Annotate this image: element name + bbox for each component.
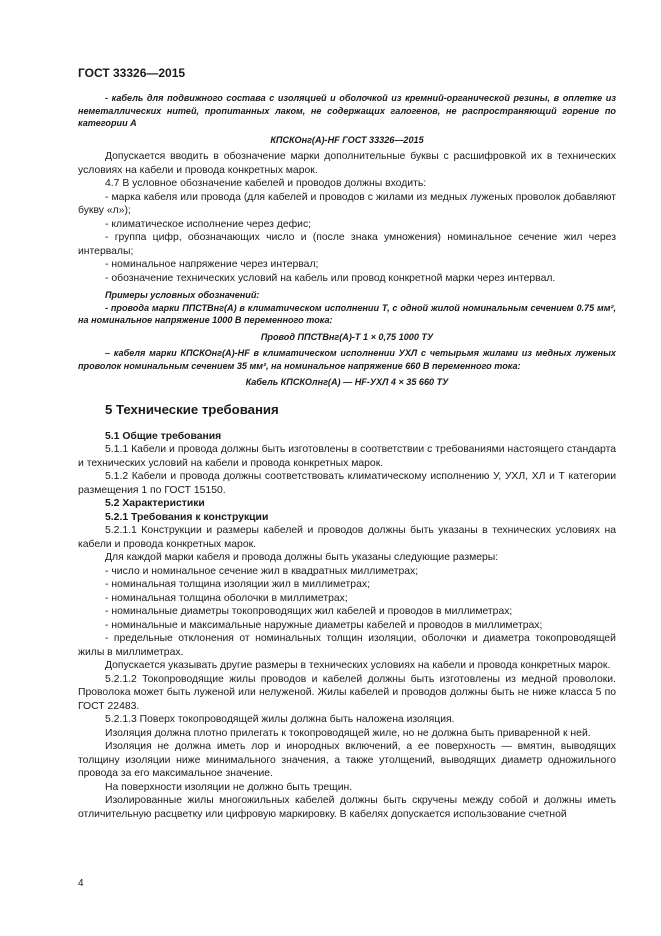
clause-4-7: 4.7 В условное обозначение кабелей и проводов должны входить: xyxy=(105,178,427,189)
example-text-3: – кабеля марки КПСКОнг(А)-HF в климатическом исполнении УХЛ с четырьмя жилами из медных луженых проволок номинальным сечением 35 мм², на номинальное напряжение 660 В переменного тока: xyxy=(78,348,616,371)
example-text-2: - провода марки ППСТВнг(А) в климатическом исполнении Т, с одной жилой номинальным сечением 0.75 мм², на номинальное напряжение 1000 В переменного тока: xyxy=(78,302,616,325)
list-item: - номинальные диаметры токопроводящих жил кабелей и проводов в миллиметрах; xyxy=(105,606,513,617)
list-item: - группа цифр, обозначающих число и (после знака умножения) номинальное сечение жил через интервалы; xyxy=(78,232,616,257)
list-item: - число и номинальное сечение жил в квадратных миллиметрах; xyxy=(105,565,419,577)
clause-5-1-2: 5.1.2 Кабели и провода должны соответствовать климатическому исполнению У, УХЛ, ХЛ и Т категории размещения 1 по ГОСТ 15150. xyxy=(78,471,616,496)
paragraph: Изоляция должна плотно прилегать к токопроводящей жиле, но не должна быть приваренной к ней. xyxy=(105,727,591,739)
example-designation-2: Провод ППСТВнг(А)-Т 1 × 0,75 1000 ТУ xyxy=(260,331,434,342)
paragraph: На поверхности изоляции не должно быть трещин. xyxy=(105,781,353,793)
list-item: - номинальное напряжение через интервал; xyxy=(105,259,319,270)
examples-heading: Примеры условных обозначений: xyxy=(105,290,260,300)
list-item: - номинальная толщина изоляции жил в миллиметрах; xyxy=(105,579,370,590)
page-number: 4 xyxy=(78,878,84,889)
list-item: - марка кабеля или провода (для кабелей и проводов с жилами из медных луженых проволок добавляют букву «л»); xyxy=(78,191,616,216)
list-item: - предельные отклонения от номинальных толщин изоляции, оболочки и диаметра токопроводящей жилы в миллиметрах. xyxy=(78,633,616,658)
example-designation-1: КПСКОнг(А)-HF ГОСТ 33326—2015 xyxy=(270,134,424,145)
paragraph: Изоляция не должна иметь лор и инородных включений, а ее поверхность — вмятин, выводящих толщину изоляции ниже минимального значения, а также утолщений, выводящих диаметр одножильного провода за его максимальное значение. xyxy=(78,741,616,779)
paragraph: Допускается указывать другие размеры в технических условиях на кабели и провода конкретных марок. xyxy=(105,660,611,671)
list-item: - номинальная толщина оболочки в миллиметрах; xyxy=(105,592,348,604)
page-content xyxy=(78,92,616,821)
clause-5-1-1: 5.1.1 Кабели и провода должны быть изготовлены в соответствии с требованиями настоящего стандарта и технических условий на кабели и провода конкретных марок. xyxy=(78,444,616,469)
list-item: - номинальные и максимальные наружные диаметры кабелей и проводов в миллиметрах; xyxy=(105,619,543,631)
section-5-title: 5 Технические требования xyxy=(105,401,279,417)
list-item: - обозначение технических условий на кабель или провод конкретной марки через интервал. xyxy=(105,272,556,284)
section-5-2-1-heading: 5.2.1 Требования к конструкции xyxy=(105,511,269,523)
clause-5-2-1-3: 5.2.1.3 Поверх токопроводящей жилы должна быть наложена изоляция. xyxy=(105,714,455,725)
example-cable-description: - кабель для подвижного состава с изоляцией и оболочкой из кремний-органической резины, в оплетке из неметаллических нитей, пропитанных лаком, не содержащих галогенов, не распространяющий горение по категории А xyxy=(78,93,616,128)
example-designation-3: Кабель КПСКОлнг(А) — HF-УХЛ 4 × 35 660 ТУ xyxy=(245,377,449,387)
clause-5-2-1-1: 5.2.1.1 Конструкции и размеры кабелей и проводов должны быть указаны в технических условиях на кабели и провода конкретных марок. xyxy=(78,525,616,550)
list-item: - климатическое исполнение через дефис; xyxy=(105,218,312,230)
clause-5-2-1-2: 5.2.1.2 Токопроводящие жилы проводов и кабелей должны быть изготовлены из медной проволоки. Проволока может быть луженой или нелуженой. Жилы кабелей и проводов должны быть не ниже класса 5 по ГОСТ 22483. xyxy=(78,673,616,712)
paragraph: Для каждой марки кабеля и провода должны быть указаны следующие размеры: xyxy=(105,552,499,563)
section-5-1-heading: 5.1 Общие требования xyxy=(105,430,222,442)
document-header: ГОСТ 33326—2015 xyxy=(78,66,186,80)
paragraph: Изолированные жилы многожильных кабелей должны быть скручены между собой и должны иметь отличительную расцветку или цифровую маркировку. В кабелях допускается использование счетной xyxy=(78,795,616,820)
paragraph: Допускается вводить в обозначение марки дополнительные буквы с расшифровкой их в технических условиях на кабели и провода конкретных марок. xyxy=(78,151,616,176)
section-5-2-heading: 5.2 Характеристики xyxy=(105,498,205,509)
